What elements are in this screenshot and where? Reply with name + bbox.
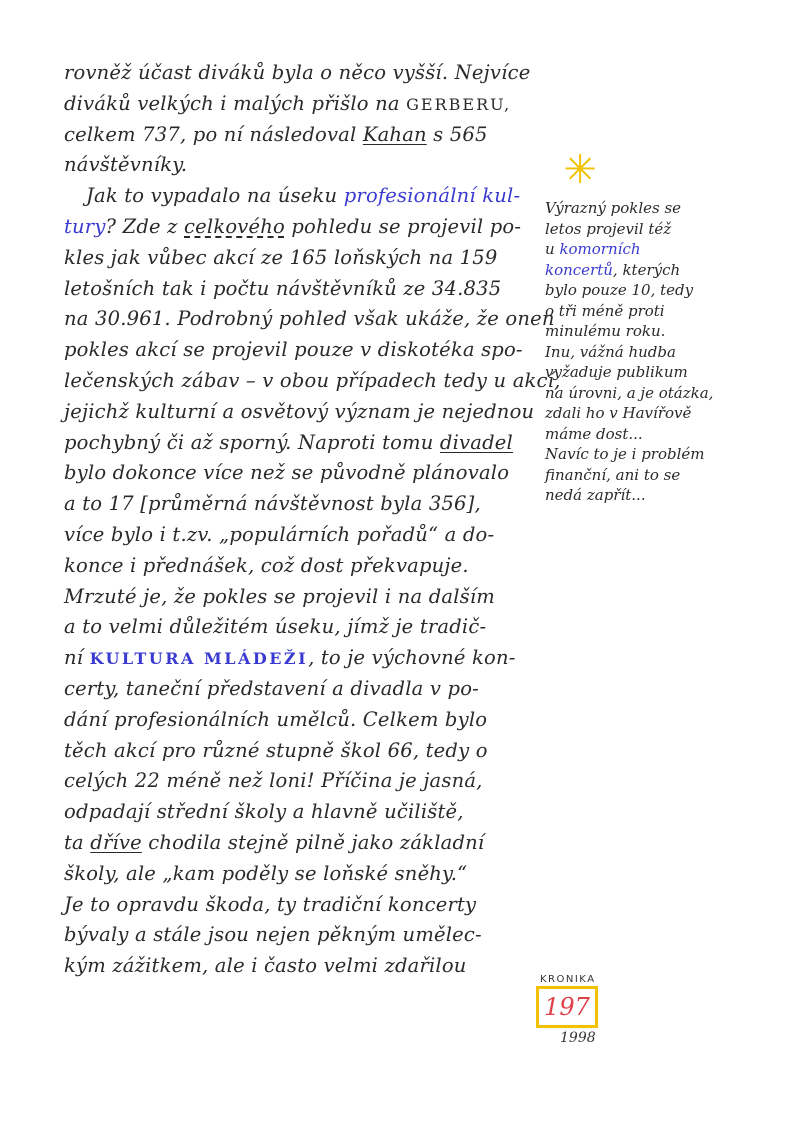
text-line <box>64 705 544 736</box>
text-span: návštěvníky. <box>64 153 188 177</box>
asterisk-icon: ✳ <box>563 147 597 193</box>
side-line <box>545 465 745 486</box>
side-line <box>545 485 745 506</box>
text-line <box>64 674 544 705</box>
text-span: ? Zde z <box>105 214 185 238</box>
text-span: ta <box>64 830 91 854</box>
text-span: certy, taneční představení a divadla v po- <box>64 676 479 700</box>
text-line <box>64 643 544 674</box>
side-line <box>545 301 745 322</box>
text-line <box>64 797 544 828</box>
side-line <box>545 280 745 301</box>
text-line <box>64 828 544 859</box>
text-span: jejichž kulturní a osvětový význam je nejednou <box>64 399 535 423</box>
text-span: odpadají střední školy a hlavně učiliště, <box>64 800 464 824</box>
text-span: bylo pouze 10, tedy <box>545 281 694 299</box>
text-line <box>64 181 544 212</box>
text-span: více bylo i t.zv. „populárních pořadů“ a do- <box>64 522 495 546</box>
text-span: máme dost... <box>545 424 643 443</box>
text-line <box>64 489 544 520</box>
text-line <box>64 766 544 797</box>
text-span: chodila stejně pilně jako základní <box>141 830 485 854</box>
text-line <box>64 304 555 335</box>
main-text-column <box>64 58 561 982</box>
side-line <box>545 198 745 219</box>
kahan-name: Kahan <box>362 122 427 146</box>
text-line <box>64 551 544 582</box>
chronicle-label: KRONIKA <box>540 974 596 985</box>
text-line <box>64 120 544 151</box>
text-line <box>64 150 544 181</box>
side-line <box>545 444 745 465</box>
text-line <box>64 920 544 951</box>
text-span: rovněž účast diváků byla o něco vyšší. Nejvíce <box>64 61 531 84</box>
text-line <box>64 458 544 489</box>
text-line <box>64 366 561 397</box>
text-span: celých 22 méně než loni! Příčina je jasná, <box>64 769 483 793</box>
text-span: Jak to vypadalo na úseku <box>86 184 344 208</box>
side-line <box>545 260 745 281</box>
text-span: finanční, ani to se <box>545 465 681 484</box>
text-line <box>64 951 544 982</box>
highlight-professional-culture: profesionální kul- <box>343 184 521 208</box>
side-line <box>545 219 745 240</box>
text-line <box>64 890 544 921</box>
text-span: Navíc to je i problém <box>545 445 705 463</box>
text-span: dání profesionálních umělců. Celkem bylo <box>64 707 488 731</box>
text-line <box>64 212 544 243</box>
underlined-word: divadel <box>439 430 513 454</box>
text-span: lečenských zábav – v obou případech tedy u akcí, <box>64 368 561 392</box>
text-span: pochybný či až sporný. Naproti tomu <box>64 430 440 454</box>
text-span: Mrzuté je, že pokles se projevil i na dalším <box>64 584 495 608</box>
text-line <box>64 612 544 643</box>
text-line <box>64 243 544 274</box>
text-span: letošních tak i počtu návštěvníků ze 34.835 <box>64 276 502 300</box>
year-label: 1998 <box>560 1030 596 1046</box>
underlined-word: dříve <box>90 830 142 854</box>
text-span: Výrazný pokles se <box>545 199 682 217</box>
text-span: zdali ho v Havířově <box>545 404 692 422</box>
text-span: o tři méně proti <box>545 301 665 320</box>
text-span: pohledu se projevil po- <box>284 214 522 238</box>
text-line <box>64 58 544 89</box>
text-span: Inu, vážná hudba <box>545 342 676 361</box>
text-span: minulému roku. <box>545 322 666 340</box>
text-span: ní <box>64 646 90 670</box>
text-line <box>64 582 544 613</box>
text-line <box>64 859 544 890</box>
highlight-professional-culture-end: tury <box>64 214 106 238</box>
dashed-underlined-word: celkového <box>184 214 285 238</box>
text-span: bylo dokonce více než se původně plánovalo <box>64 461 510 485</box>
text-line <box>64 397 544 428</box>
text-span: diváků velkých i malých přišlo na <box>64 91 407 115</box>
side-line <box>545 383 745 404</box>
text-span: na 30.961. Podrobný pohled však ukáže, že onen <box>64 307 555 331</box>
text-span: celkem 737, po ní následoval <box>64 122 363 146</box>
text-span: Je to opravdu škoda, ty tradiční koncerty <box>64 892 477 916</box>
text-span: bývaly a stále jsou nejen pěkným umělec- <box>64 923 482 947</box>
side-line <box>545 403 745 424</box>
text-span: , kterých <box>612 260 681 279</box>
text-line <box>64 335 544 366</box>
highlight-chamber-concerts-end: koncertů <box>545 260 613 279</box>
text-span: vyžaduje publikum <box>545 363 688 381</box>
text-span: nedá zapřít... <box>545 486 646 504</box>
side-line <box>545 342 745 363</box>
highlight-chamber-concerts: komorních <box>559 240 641 258</box>
text-span: na úrovni, a je otázka, <box>545 383 714 402</box>
text-line <box>64 520 544 551</box>
text-span: pokles akcí se projevil pouze v diskotéka spo- <box>64 338 523 362</box>
text-span: těch akcí pro různé stupně škol 66, tedy o <box>64 738 488 762</box>
text-span: a to velmi důležitém úseku, jímž je tradič- <box>64 615 487 639</box>
text-line <box>64 428 544 459</box>
text-span: letos projevil též <box>545 219 672 238</box>
text-span: s 565 <box>426 122 488 146</box>
gerbera-name: GERBERU, <box>406 94 512 114</box>
side-line <box>545 362 745 383</box>
page-number: 197 <box>544 993 590 1021</box>
text-span: u <box>545 240 560 258</box>
side-note <box>545 198 745 506</box>
text-span: a to 17 [průměrná návštěvnost byla 356], <box>64 492 481 516</box>
side-line <box>545 239 745 260</box>
text-line <box>64 274 544 305</box>
text-span: kles jak vůbec akcí ze 165 loňských na 159 <box>64 245 498 269</box>
text-span: , to je výchovné kon- <box>308 646 516 670</box>
page-number-box <box>536 986 598 1028</box>
text-line <box>64 736 544 767</box>
side-line <box>545 424 745 445</box>
highlight-youth-culture: KULTURA MLÁDEŽI <box>89 649 309 669</box>
text-span: kým zážitkem, ale i často velmi zdařilou <box>64 954 467 978</box>
text-line <box>64 89 544 120</box>
text-span: školy, ale „kam poděly se loňské sněhy.“ <box>64 861 468 885</box>
text-span: konce i přednášek, což dost překvapuje. <box>64 553 469 577</box>
side-line <box>545 321 745 342</box>
